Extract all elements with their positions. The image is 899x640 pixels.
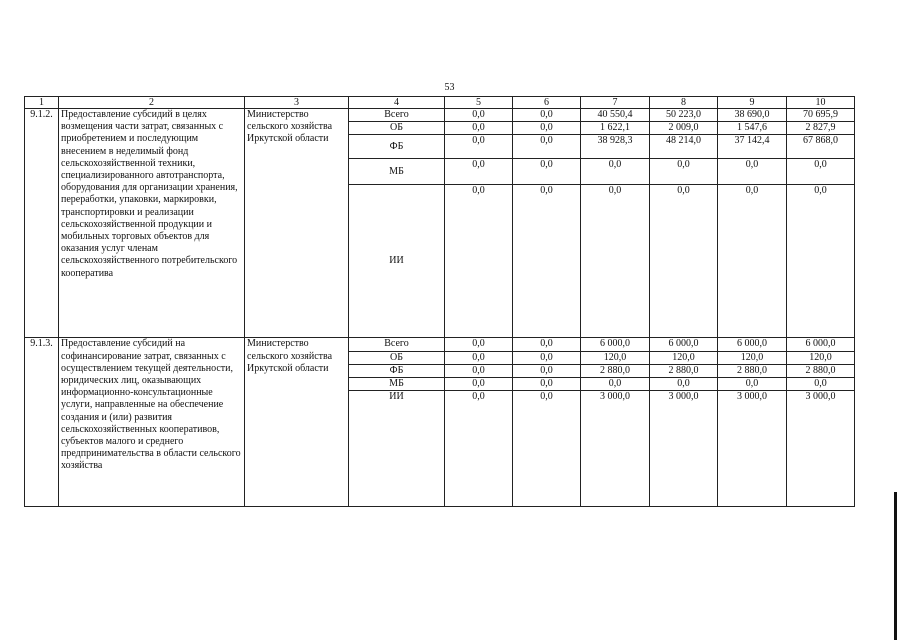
value-cell: 2 009,0 xyxy=(650,122,718,135)
value-cell: 38 690,0 xyxy=(718,109,787,122)
value-cell: 0,0 xyxy=(581,378,650,391)
value-cell: 0,0 xyxy=(513,378,581,391)
value-cell: 0,0 xyxy=(445,338,513,351)
col-header-5: 5 xyxy=(445,97,513,109)
value-cell: 1 622,1 xyxy=(581,122,650,135)
col-header-7: 7 xyxy=(581,97,650,109)
funding-source: МБ xyxy=(349,378,445,391)
col-header-1: 1 xyxy=(25,97,59,109)
table-row xyxy=(25,338,855,351)
value-cell: 37 142,4 xyxy=(718,135,787,159)
value-cell: 0,0 xyxy=(650,378,718,391)
value-cell: 120,0 xyxy=(650,351,718,364)
scan-edge-line xyxy=(894,492,897,640)
value-cell: 2 880,0 xyxy=(581,364,650,377)
value-cell: 40 550,4 xyxy=(581,109,650,122)
value-cell: 0,0 xyxy=(787,159,855,185)
value-cell: 0,0 xyxy=(445,391,513,507)
value-cell: 0,0 xyxy=(445,351,513,364)
value-cell: 0,0 xyxy=(513,159,581,185)
item-description: Предоставление субсидий в целях возмещения части затрат, связанных с приобретением и последующим внесением в неделимый фонд сельскохозяйственной техники, специализированного автотранспорта, оборудования для организации хранения, переработки, упаковки, маркировки, транспортировки и реализации сельскохозяйственной продукции и мобильных торговых объектов для оказания услуг членам сельскохозяйственного потребительского кооператива xyxy=(59,109,245,338)
item-code: 9.1.3. xyxy=(25,338,59,507)
funding-source: ФБ xyxy=(349,364,445,377)
value-cell: 120,0 xyxy=(581,351,650,364)
col-header-10: 10 xyxy=(787,97,855,109)
value-cell: 38 928,3 xyxy=(581,135,650,159)
funding-source: ОБ xyxy=(349,351,445,364)
value-cell: 0,0 xyxy=(445,135,513,159)
value-cell: 0,0 xyxy=(650,159,718,185)
value-cell: 0,0 xyxy=(718,159,787,185)
value-cell: 0,0 xyxy=(513,338,581,351)
value-cell: 3 000,0 xyxy=(581,391,650,507)
column-number-row xyxy=(25,97,855,109)
value-cell: 2 827,9 xyxy=(787,122,855,135)
funding-source: ИИ xyxy=(349,391,445,507)
funding-source: Всего xyxy=(349,338,445,351)
value-cell: 120,0 xyxy=(718,351,787,364)
table-row xyxy=(25,109,855,122)
col-header-6: 6 xyxy=(513,97,581,109)
value-cell: 0,0 xyxy=(513,135,581,159)
value-cell: 0,0 xyxy=(513,109,581,122)
value-cell: 0,0 xyxy=(513,122,581,135)
value-cell: 0,0 xyxy=(445,122,513,135)
value-cell: 70 695,9 xyxy=(787,109,855,122)
funding-source: Всего xyxy=(349,109,445,122)
page-number: 53 xyxy=(444,82,455,93)
item-description: Предоставление субсидий на софинансирование затрат, связанных с осуществлением текущей деятельности, юридических лиц, оказывающих информационно-консультационные услуги, направленные на обеспечение создания и (или) развития сельскохозяйственных кооперативов, субъектов малого и среднего предпринимательства в области сельского хозяйства xyxy=(59,338,245,507)
value-cell: 0,0 xyxy=(787,185,855,338)
col-header-4: 4 xyxy=(349,97,445,109)
value-cell: 0,0 xyxy=(445,159,513,185)
value-cell: 0,0 xyxy=(581,185,650,338)
value-cell: 3 000,0 xyxy=(787,391,855,507)
value-cell: 67 868,0 xyxy=(787,135,855,159)
value-cell: 1 547,6 xyxy=(718,122,787,135)
value-cell: 0,0 xyxy=(718,378,787,391)
value-cell: 0,0 xyxy=(513,391,581,507)
item-executor: Министерство сельского хозяйства Иркутской области xyxy=(245,109,349,338)
value-cell: 0,0 xyxy=(513,185,581,338)
budget-table xyxy=(24,96,855,507)
col-header-8: 8 xyxy=(650,97,718,109)
value-cell: 2 880,0 xyxy=(787,364,855,377)
value-cell: 50 223,0 xyxy=(650,109,718,122)
funding-source: МБ xyxy=(349,159,445,185)
funding-source: ИИ xyxy=(349,185,445,338)
funding-source: ФБ xyxy=(349,135,445,159)
funding-source: ОБ xyxy=(349,122,445,135)
value-cell: 0,0 xyxy=(718,185,787,338)
value-cell: 48 214,0 xyxy=(650,135,718,159)
col-header-2: 2 xyxy=(59,97,245,109)
value-cell: 3 000,0 xyxy=(718,391,787,507)
value-cell: 0,0 xyxy=(445,185,513,338)
value-cell: 0,0 xyxy=(445,109,513,122)
value-cell: 0,0 xyxy=(787,378,855,391)
value-cell: 0,0 xyxy=(513,364,581,377)
item-code: 9.1.2. xyxy=(25,109,59,338)
item-executor: Министерство сельского хозяйства Иркутской области xyxy=(245,338,349,507)
value-cell: 0,0 xyxy=(650,185,718,338)
col-header-9: 9 xyxy=(718,97,787,109)
value-cell: 120,0 xyxy=(787,351,855,364)
col-header-3: 3 xyxy=(245,97,349,109)
value-cell: 2 880,0 xyxy=(650,364,718,377)
value-cell: 0,0 xyxy=(513,351,581,364)
value-cell: 6 000,0 xyxy=(718,338,787,351)
value-cell: 0,0 xyxy=(445,364,513,377)
value-cell: 6 000,0 xyxy=(650,338,718,351)
value-cell: 2 880,0 xyxy=(718,364,787,377)
value-cell: 0,0 xyxy=(445,378,513,391)
value-cell: 6 000,0 xyxy=(787,338,855,351)
value-cell: 3 000,0 xyxy=(650,391,718,507)
value-cell: 6 000,0 xyxy=(581,338,650,351)
value-cell: 0,0 xyxy=(581,159,650,185)
